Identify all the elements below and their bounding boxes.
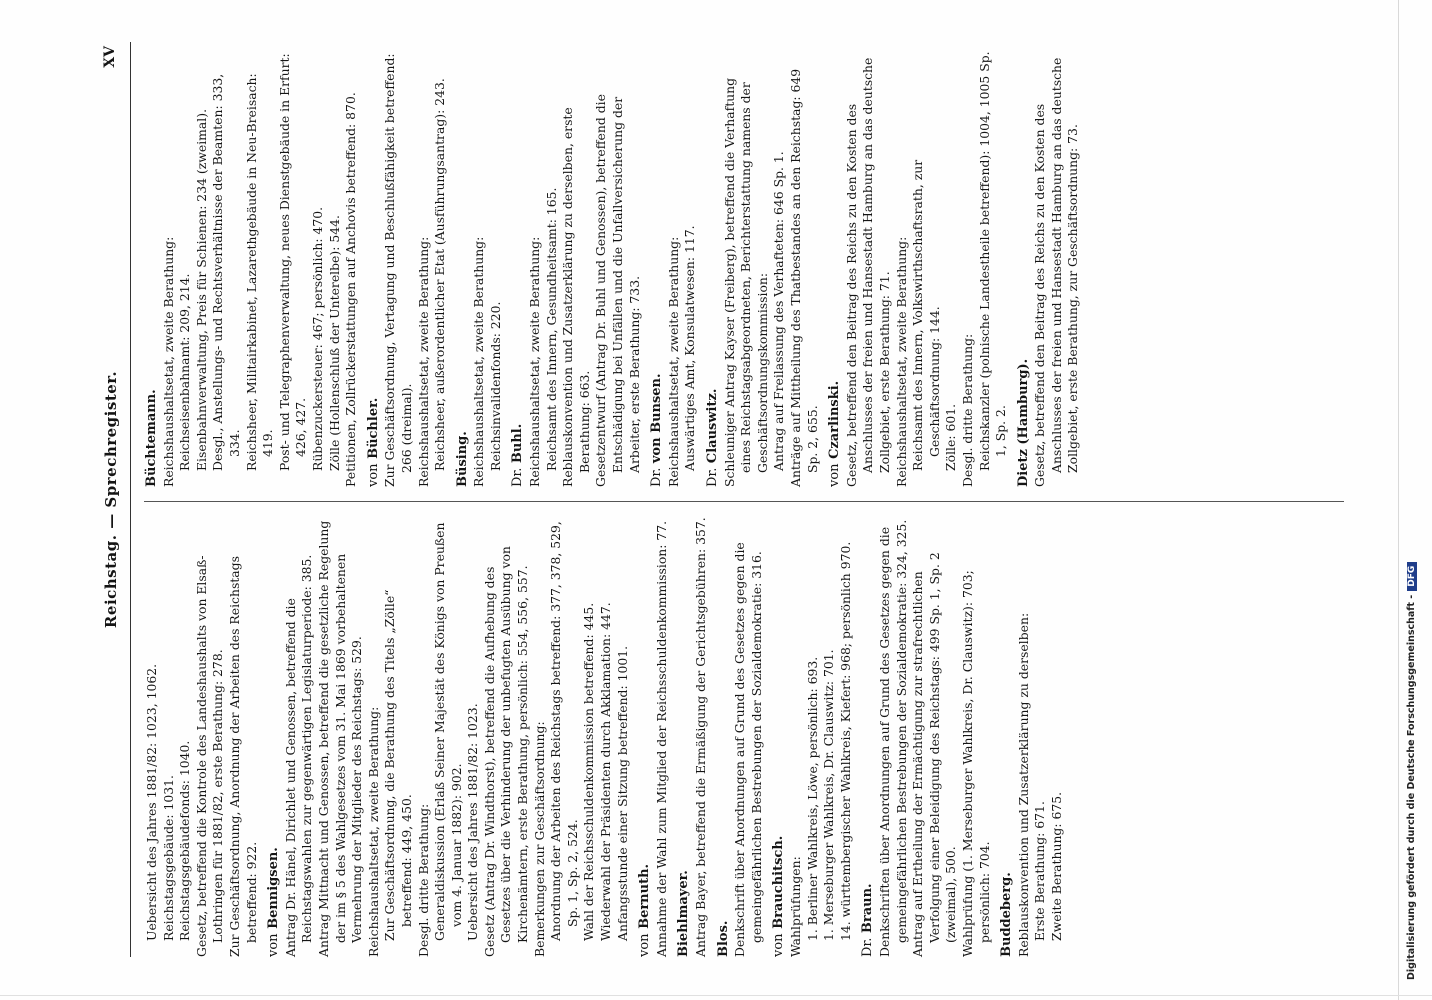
register-line: Reichshaushaltsetat, zweite Berathung: — [160, 236, 176, 487]
register-line: Anordnung der Arbeiten des Reichstags betreffend: 377, 378, 529, Sp. 1, Sp. 2, 524. — [548, 521, 580, 941]
speaker-entry — [676, 517, 709, 957]
speaker-name — [771, 517, 788, 957]
register-line: Zölle: 601. — [943, 403, 959, 471]
speaker-entry — [705, 47, 821, 487]
credit-text: Digitalisierung gefördert durch die Deutsche Forschungsgemeinschaft - — [1406, 594, 1417, 980]
register-line: Reichsinvalidenfonds: 220. — [487, 301, 503, 471]
register-line: Gesetz (Antrag Dr. Windthorst), betreffend die Aufhebung des Gesetzes über die Verhinderung der unbefugten Ausübung von Kirchenämtern, erste Berathung, persönlich: 554, 556, 557. — [481, 546, 531, 957]
speaker-name — [649, 47, 666, 487]
speaker-prefix: von — [365, 463, 381, 487]
register-line: Gesetz, betreffend den Beitrag des Reichs zu den Kosten des Anschlusses der freien und Hansestadt Hamburg an das deutsche Zollgebiet, erste Berathung: 71. — [843, 57, 892, 487]
register-line: Wiederwahl der Präsidenten durch Akklamation: 447. — [598, 602, 614, 941]
register-line: Post- und Telegraphenverwaltung, neues Dienstgebäude in Erfurt: 426, 427. — [276, 53, 309, 471]
speaker-name — [510, 47, 527, 487]
register-line: Reichshaushaltsetat, zweite Berathung: — [365, 706, 381, 957]
speaker-surname: Blos. — [715, 920, 731, 957]
speaker-name — [705, 47, 722, 487]
speaker-name — [144, 47, 161, 487]
register-line: 1. Berliner Wahlkreis, Löwe, persönlich: 693. — [804, 656, 820, 941]
speaker-prefix: von — [637, 933, 653, 957]
speaker-entry — [266, 517, 631, 957]
register-line: Zweite Berathung: 675. — [1048, 791, 1064, 941]
running-header — [100, 42, 130, 957]
register-line: Gesetzentwurf (Antrag Dr. Buhl und Genossen), betreffend die Entschädigung bei Unfällen und die Unfallversicherung der Arbeiter, erste Berathung: 733. — [593, 94, 642, 487]
register-line: Reichskanzler (polnische Landestheile betreffend): 1004, 1005 Sp. 1, Sp. 2. — [976, 51, 1009, 471]
speaker-surname: von Bunsen. — [649, 373, 665, 464]
register-line: Auswärtiges Amt, Konsulatwesen: 117. — [682, 225, 698, 471]
digitization-credit — [1406, 80, 1424, 980]
left-column — [144, 517, 1071, 957]
speaker-surname: Braun. — [860, 883, 876, 934]
header-rule — [130, 42, 131, 957]
speaker-prefix: Dr. — [860, 937, 876, 957]
register-line: Reichsheer, außerordentlicher Etat (Ausführungsantrag): 243. — [432, 78, 448, 471]
speaker-entry — [455, 47, 505, 487]
speaker-entry — [366, 47, 449, 487]
register-line: Eisenbahnverwaltung, Preis für Schienen: 234 (zweimal). — [193, 108, 209, 471]
speaker-entry — [771, 517, 854, 957]
speaker-entry — [144, 517, 260, 957]
speaker-surname: Bernuth. — [637, 863, 653, 929]
speaker-surname: Büchler. — [365, 397, 381, 459]
register-line: Desgl., Anstellungs- und Rechtsverhältnisse der Beamten: 333, 334. — [210, 73, 242, 471]
register-line: Schleuniger Antrag Kayser (Freiberg), betreffend die Verhaftung eines Reichstagsabgeordneten, Berichterstattung namens der Geschäftsordnungskommission: — [721, 77, 770, 487]
register-line: Zur Geschäftsordnung, Anordnung der Arbeiten des Reichstags betreffend: 922. — [226, 556, 259, 957]
speaker-name — [676, 517, 693, 957]
register-line: Rübenzuckersteuer: 467; persönlich: 470. — [309, 206, 325, 471]
speaker-surname: Büsing. — [454, 431, 470, 487]
register-line: Reichsamt des Innern, Gesundheitsamt: 165. — [543, 187, 559, 471]
speaker-surname: Buddeberg. — [999, 872, 1015, 957]
speaker-entry — [510, 47, 643, 487]
speaker-surname: Czarlinski. — [827, 380, 843, 459]
speaker-name — [716, 517, 733, 957]
register-line: Antrag auf Freilassung des Verhafteten: 646 Sp. 1. — [771, 151, 787, 471]
speaker-prefix: von — [827, 463, 843, 487]
speaker-surname: Clauswitz. — [705, 388, 720, 464]
speaker-name — [827, 47, 844, 487]
speaker-entry — [637, 517, 670, 957]
page-edge — [1398, 0, 1399, 1000]
register-line: Bemerkungen zur Geschäftsordnung: — [531, 721, 547, 957]
register-line: Reblauskonvention und Zusatzerklärung zu derselben: — [1015, 612, 1031, 957]
register-line: Reichsheer, Militairkabinet, Lazarethgebäude in Neu-Breisach: 419. — [243, 73, 276, 471]
register-line: Petitionen, Zollrückerstattungen auf Anchovis betreffend: 870. — [343, 92, 359, 487]
speaker-surname: Biehlmayer. — [676, 870, 692, 957]
register-line: Anfangsstunde einer Sitzung betreffend: 1001. — [614, 645, 630, 941]
register-line: 1. Merseburger Wahlkreis, Dr. Clauswitz: 701. — [821, 649, 837, 941]
register-line: Annahme der Wahl zum Mitglied der Reichsschuldenkommission: 77. — [653, 520, 669, 957]
register-line: Reichshaushaltsetat, zweite Berathung: — [415, 236, 431, 487]
register-line: Reichshaushaltsetat, zweite Berathung: — [527, 236, 543, 487]
column-divider — [144, 501, 1344, 502]
speaker-name — [266, 517, 283, 957]
speaker-entry — [649, 47, 699, 487]
speaker-prefix: Dr. — [649, 467, 665, 487]
register-line: Reichshaushaltsetat, zweite Berathung: — [471, 236, 487, 487]
speaker-surname: Brauchitsch. — [771, 835, 787, 929]
speaker-name — [637, 517, 654, 957]
page-number: XV — [102, 46, 118, 68]
dfg-logo: DFG — [1407, 562, 1417, 591]
register-line: Reichsamt des Innern, Volkswirthschaftsrath, zur Geschäftsordnung: 144. — [910, 159, 942, 471]
speaker-entry — [1016, 47, 1082, 487]
register-line: Erste Berathung: 671. — [1032, 801, 1048, 941]
speaker-name — [455, 47, 472, 487]
speaker-prefix: Dr. — [510, 467, 526, 487]
speaker-prefix: von — [266, 933, 282, 957]
speaker-entry — [999, 517, 1065, 957]
register-line: Uebersicht des Jahres 1881/82: 1023, 1062. — [144, 663, 159, 941]
register-line: Wahlprüfung (1. Merseburger Wahlkreis, Dr. Clauswitz): 703; persönlich: 704. — [959, 570, 992, 957]
speaker-entry — [144, 47, 360, 487]
register-line: Desgl. dritte Berathung: — [959, 333, 975, 487]
register-line: Wahl der Reichsschuldenkommission betreffend: 445. — [581, 602, 597, 941]
rotated-register-page — [100, 42, 1380, 957]
register-line: 14. württembergischer Wahlkreis, Kiefert: 968; persönlich 970. — [837, 541, 853, 941]
register-line: Antrag Mittnacht und Genossen, betreffend die gesetzliche Regelung der im § 5 des Wahlgesetzes vom 31. Mai 1869 vorbehaltenen Vermehrung der Mitglieder des Reichstags: 529. — [315, 520, 365, 957]
register-line: Reblauskonvention und Zusatzerklärung zu derselben, erste Berathung: 663. — [560, 107, 592, 487]
speaker-name — [1016, 47, 1033, 487]
speaker-name — [366, 47, 383, 487]
right-column — [144, 47, 1088, 487]
speaker-name — [999, 517, 1016, 957]
register-line: Reichshaushaltsetat, zweite Berathung: — [893, 236, 909, 487]
speaker-entry — [860, 517, 993, 957]
speaker-prefix: Dr. — [705, 467, 720, 487]
register-line: Antrag auf Ertheilung der Ermächtigung zur strafrechtlichen Verfolgung einer Beleidigung des Reichstags: 499 Sp. 1, Sp. 2 (zweimal), 500. — [910, 552, 959, 957]
register-line: Denkschriften über Anordnungen auf Grund des Gesetzes gegen die gemeingefährlichen Bestrebungen der Sozialdemokratie: 324, 325. — [876, 519, 909, 957]
speaker-entry — [827, 47, 1010, 487]
speaker-entry — [716, 517, 766, 957]
register-line: Reichstagsgebäudefonds: 1040. — [177, 740, 193, 941]
register-line: Desgl. dritte Berathung: — [415, 803, 431, 957]
running-title: Reichstag. — Sprechregister. — [102, 370, 120, 629]
page-edge-bottom — [0, 995, 1432, 996]
register-line: Denkschrift über Anordnungen auf Grund des Gesetzes gegen die gemeingefährlichen Bestrebungen der Sozialdemokratie: 316. — [732, 542, 764, 957]
register-line: Wahlprüfungen: — [787, 856, 803, 957]
register-line: Reichshaushaltsetat, zweite Berathung: — [665, 236, 681, 487]
register-line: Generaldiskussion (Erlaß Seiner Majestät des Königs von Preußen vom 4. Januar 1882): 902. — [432, 522, 464, 941]
speaker-surname: Bennigsen. — [266, 847, 282, 929]
speaker-surname: Dietz (Hamburg). — [1015, 358, 1031, 487]
register-line: Zur Geschäftsordnung, die Berathung des Titels „Zölle“ betreffend: 449, 450. — [382, 589, 414, 941]
speaker-surname: Buhl. — [510, 423, 526, 464]
speaker-name — [860, 517, 877, 957]
register-line: Reichseisenbahnamt: 209, 214. — [177, 273, 193, 471]
speaker-prefix: von — [771, 933, 787, 957]
register-line: Zölle (Hollenschluß der Unterelbe): 544. — [326, 215, 342, 471]
register-line: Gesetz, betreffend den Beitrag des Reichs zu den Kosten des Anschlusses der freien und Hansestadt Hamburg an das deutsche Zollgebiet, erste Berathung, zur Geschäftsordnung: 73. — [1032, 57, 1081, 487]
register-line: Antrag Dr. Hänel, Dirichlet und Genossen, betreffend die Reichstagswahlen zur gegenwärtigen Legislaturperiode: 385. — [282, 554, 315, 957]
register-line: Anträge auf Mittheilung des Thatbestandes an den Reichstag: 649 Sp. 2, 655. — [787, 68, 820, 487]
register-line: Reichstagsgebäude: 1031. — [160, 775, 176, 941]
register-line: Uebersicht des Jahres 1881/82: 1023. — [465, 703, 481, 941]
register-line: Gesetz, betreffend die Kontrole des Landeshaushalts von Elsaß-Lothringen für 1881/82, erste Berathung: 278. — [193, 555, 226, 957]
register-line: Zur Geschäftsordnung, Vertagung und Beschlußfähigkeit betreffend: 266 (dreimal). — [382, 53, 414, 487]
speaker-surname: Büchtemann. — [144, 389, 159, 487]
register-line: Antrag Bayer, betreffend die Ermäßigung der Gerichtsgebühren: 357. — [693, 517, 708, 957]
